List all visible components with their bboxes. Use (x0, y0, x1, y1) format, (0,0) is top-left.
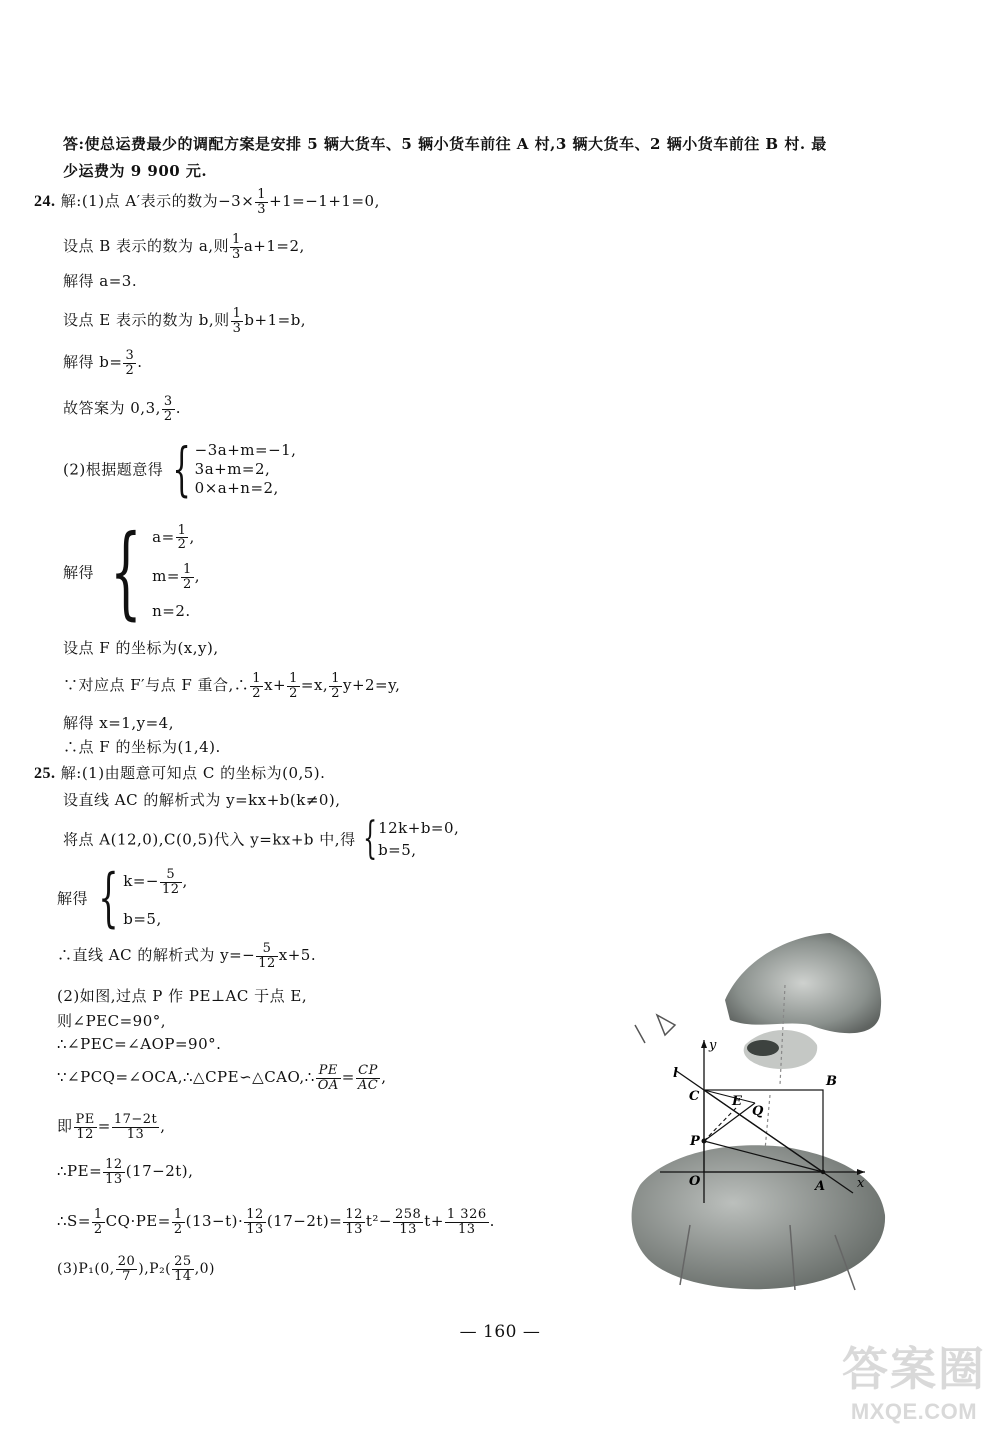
x-axis-arrow (857, 1169, 865, 1175)
p24-line12: ∴点 F 的坐标为(1,4). (63, 738, 221, 756)
p24-number: 24. (34, 193, 56, 211)
lotus-sprig (635, 1015, 675, 1043)
fraction: $\frac{1}{3}$ (232, 232, 241, 262)
lotus-pod (747, 1040, 779, 1056)
p24-line11: 解得 x=1,y=4, (63, 714, 174, 732)
y-axis-arrow (701, 1040, 707, 1048)
p24-line7-system: (2)根据题意得 { −3a+m=−1, 3a+m=2, 0×a+n=2, (63, 435, 297, 503)
segment-pe (704, 1108, 736, 1141)
p24-line8-solution: 解得 { a= $\frac{1}{2}$ , m= $\frac{1}{2}$ , n=2. (63, 513, 200, 630)
equation-system: { 12k+b=0, b=5, (362, 813, 460, 864)
p25-line10: 即 $\frac{PE}{12}$ = $\frac{17-2t}{13}$ , (57, 1112, 166, 1142)
p23-answer-line1: 答:使总运费最少的调配方案是安排 5 辆大货车、5 辆小货车前往 A 村,3 辆大货车、2 辆小货车前往 B 村. 最 (63, 135, 827, 153)
label-o: O (689, 1174, 701, 1189)
segment-cq (704, 1090, 755, 1103)
label-x: x (857, 1176, 865, 1191)
p25-line2: 设直线 AC 的解析式为 y=kx+b(k≠0), (63, 791, 341, 809)
solution-system: { k=− $\frac{5}{12}$ , b=5, (98, 861, 188, 935)
p25-line1: 25. 解:(1)由题意可知点 C 的坐标为(0,5). (34, 764, 326, 782)
watermark-title: 答案圈 (842, 1342, 986, 1396)
p23-answer-line2: 少运费为 9 900 元. (63, 162, 208, 180)
lotus-leaf-top (725, 933, 881, 1033)
p25-line8: ∴∠PEC=∠AOP=90°. (57, 1035, 222, 1053)
label-e: E (732, 1094, 743, 1109)
p25-line6: (2)如图,过点 P 作 PE⊥AC 于点 E, (57, 987, 308, 1005)
watermark-url: MXQE.COM (850, 1399, 978, 1424)
p25-line11: ∴PE= $\frac{12}{13}$ (17−2t), (57, 1157, 194, 1187)
p25-line9: ∵∠PCQ=∠OCA,∴△CPE∽△CAO,∴ $\frac{PE}{OA}$ = $\frac{CP}{AC}$ , (57, 1063, 387, 1093)
p25-line3-system: 将点 A(12,0),C(0,5)代入 y=kx+b 中,得 { 12k+b=0, b=5, (63, 813, 460, 864)
p25-number: 25. (34, 765, 56, 782)
watermark (842, 1333, 986, 1425)
fraction: $\frac{1}{3}$ (257, 187, 267, 217)
solution-system: { a= $\frac{1}{2}$ , m= $\frac{1}{2}$ , n=2. (110, 513, 200, 630)
label-a: A (815, 1179, 826, 1194)
label-b: B (826, 1074, 838, 1089)
label-q: Q (752, 1104, 764, 1119)
p25-line7: 则∠PEC=90°, (57, 1012, 167, 1030)
geometry-figure (595, 925, 895, 1305)
label-c: C (689, 1089, 700, 1104)
label-y: y (709, 1038, 717, 1053)
fraction: $\frac{3}{2}$ (163, 394, 173, 424)
p24-line9: 设点 F 的坐标为(x,y), (63, 639, 219, 657)
label-l: l (673, 1066, 679, 1081)
p24-line10: ∵对应点 F′与点 F 重合,∴ $\frac{1}{2}$ x+ $\frac{1}{2}$ =x, $\frac{1}{2}$ y+2=y, (63, 671, 401, 701)
fraction: $\frac{1}{3}$ (232, 306, 242, 336)
p24-line6: 故答案为 0,3, $\frac{3}{2}$ . (63, 394, 181, 424)
page-number: — 160 — (459, 1322, 541, 1342)
p24-line5: 解得 b= $\frac{3}{2}$ . (63, 348, 143, 378)
p25-line5: ∴直线 AC 的解析式为 y=− $\frac{5}{12}$ x+5. (57, 941, 317, 971)
equation-system: { −3a+m=−1, 3a+m=2, 0×a+n=2, (172, 435, 297, 503)
segment-pq (704, 1103, 755, 1141)
point-p (702, 1139, 707, 1144)
p25-line4-solution: 解得 { k=− $\frac{5}{12}$ , b=5, (57, 861, 188, 935)
p25-line13: (3)P₁(0, $\frac{20}{7}$ ),P₂( $\frac{25}{14}$ ,0) (57, 1254, 216, 1284)
p24-line3: 解得 a=3. (63, 272, 138, 290)
p25-line12: ∴S= $\frac{1}{2}$ CQ·PE= $\frac{1}{2}$ (13−t)· $\frac{12}{13}$ (17−2t)= $\frac{12}{13}$ t²− $\frac{258}{13}$ t+ $\frac{1 326}{13}$ . (57, 1207, 495, 1237)
p24-line1: 24. 解:(1)点 A′表示的数为−3× $\frac{1}{3}$ +1=−1+1=0, (34, 187, 380, 217)
point-a (821, 1170, 825, 1174)
label-p: P (690, 1134, 701, 1149)
p24-line2: 设点 B 表示的数为 a,则 $\frac{1}{3}$ a+1=2, (63, 232, 305, 262)
fraction: $\frac{3}{2}$ (125, 348, 135, 378)
p24-line4: 设点 E 表示的数为 b,则 $\frac{1}{3}$ b+1=b, (63, 306, 307, 336)
